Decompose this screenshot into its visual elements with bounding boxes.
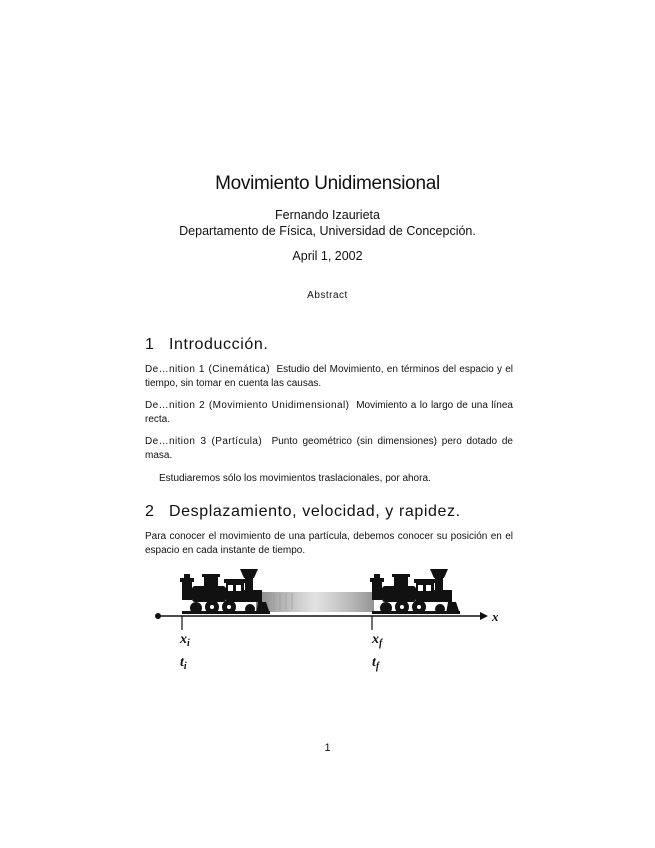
initial-time-label: $t_i$ [180, 655, 187, 672]
definition-2 [145, 399, 513, 427]
definition-label: De…nition 2 (Movimiento Unidimensional) [145, 400, 350, 411]
definition-label: De…nition 1 (Cinemática) [145, 364, 270, 375]
definition-1 [145, 363, 513, 391]
definition-text: Estudio del Movimiento, en términos del espacio y el tiempo, sin tomar en cuenta las causas. [145, 364, 513, 389]
paper-title: Movimiento Unidimensional [215, 173, 440, 194]
locomotive-icon [370, 569, 460, 614]
abstract-heading: Abstract [307, 290, 348, 301]
closing-paragraph: Estudiaremos sólo los movimientos traslacionales, por ahora. [159, 473, 431, 484]
section-2-paragraph: Para conocer el movimiento de una partícula, debemos conocer su posición en el espacio en cada instante de tiempo. [145, 531, 513, 556]
final-time-label: $t_f$ [372, 655, 380, 672]
section-title: Introducción. [169, 336, 269, 353]
axis-arrow-icon [480, 612, 488, 620]
initial-position-label: $x_i$ [180, 632, 190, 649]
train-figure-svg [150, 562, 510, 677]
section-number: 1 [145, 336, 155, 353]
paper-date: April 1, 2002 [292, 249, 363, 263]
definition-label: De…nition 3 (Partícula) [145, 436, 263, 447]
page-number: 1 [324, 742, 331, 754]
section-title: Desplazamiento, velocidad, y rapidez. [169, 503, 461, 520]
author-affiliation: Departamento de Física, Universidad de Concepción. [179, 224, 476, 238]
section-2-heading [145, 503, 461, 521]
axis-origin-dot [155, 613, 161, 619]
train-figure [150, 562, 510, 682]
section-number: 2 [145, 503, 155, 520]
definition-text: Movimiento a lo largo de una línea recta. [145, 400, 513, 425]
definition-text: Punto geométrico (sin dimensiones) pero dotado de masa. [145, 436, 513, 461]
section-1-heading [145, 336, 268, 354]
definition-3 [145, 435, 513, 463]
final-position-label: $x_f$ [372, 632, 383, 649]
axis-label: x [492, 609, 499, 624]
author-name: Fernando Izaurieta [275, 208, 380, 222]
